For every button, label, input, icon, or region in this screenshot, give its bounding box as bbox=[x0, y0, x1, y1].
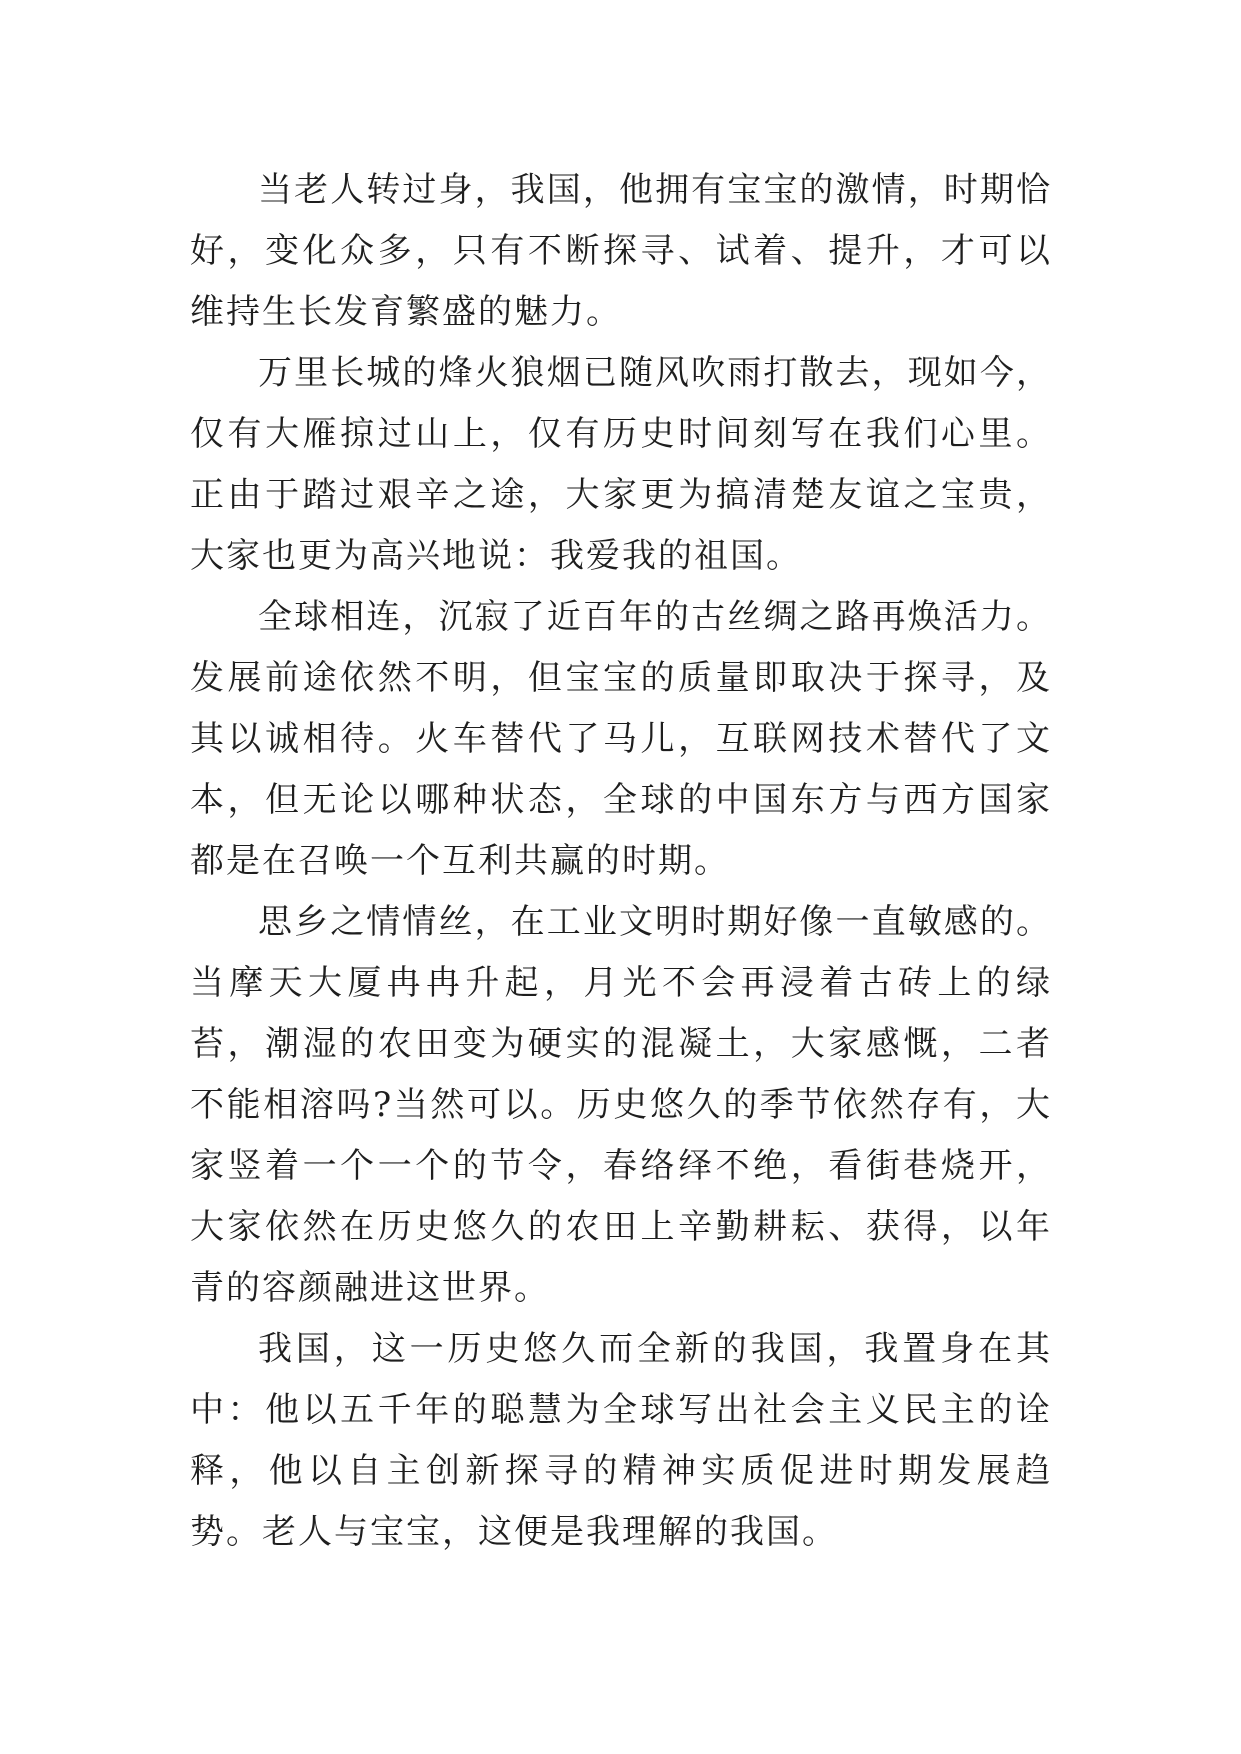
paragraph-5: 我国，这一历史悠久而全新的我国，我置身在其中：他以五千年的聪慧为全球写出社会主义民主的诠释，他以自主创新探寻的精神实质促进时期发展趋势。老人与宝宝，这便是我理解的我国。 bbox=[190, 1329, 1052, 1552]
paragraph-3: 全球相连，沉寂了近百年的古丝绸之路再焕活力。发展前途依然不明，但宝宝的质量即取决于探寻，及其以诚相待。火车替代了马儿，互联网技术替代了文本，但无论以哪种状态，全球的中国东方与西方国家都是在召唤一个互利共赢的时期。 bbox=[190, 597, 1052, 881]
document-body bbox=[190, 160, 1052, 1563]
paragraph-4: 思乡之情情丝，在工业文明时期好像一直敏感的。当摩天大厦冉冉升起，月光不会再浸着古砖上的绿苔，潮湿的农田变为硬实的混凝土，大家感慨，二者不能相溶吗?当然可以。历史悠久的季节依然存有，大家竖着一个一个的节令，春络绎不绝，看街巷烧开，大家依然在历史悠久的农田上辛勤耕耘、获得，以年青的容颜融进这世界。 bbox=[190, 902, 1052, 1308]
paragraph-1: 当老人转过身，我国，他拥有宝宝的激情，时期恰好，变化众多，只有不断探寻、试着、提升，才可以维持生长发育繁盛的魅力。 bbox=[190, 170, 1052, 332]
paragraph-2: 万里长城的烽火狼烟已随风吹雨打散去，现如今，仅有大雁掠过山上，仅有历史时间刻写在我们心里。正由于踏过艰辛之途，大家更为搞清楚友谊之宝贵，大家也更为高兴地说：我爱我的祖国。 bbox=[190, 353, 1052, 576]
